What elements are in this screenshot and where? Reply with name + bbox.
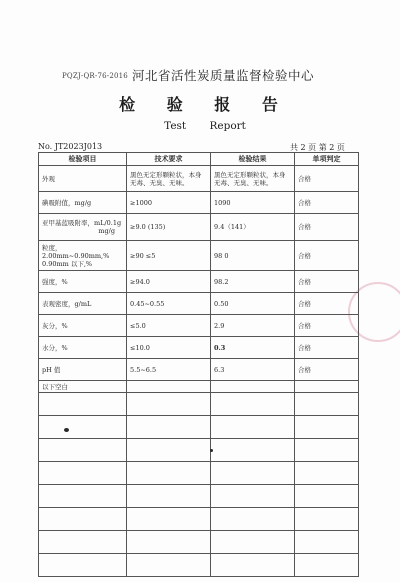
cell-item-main: 亚甲基蓝吸附率，mL/0.1g: [42, 219, 122, 227]
cell-requirement: ≤5.0: [127, 315, 211, 337]
cell-item: 强度，%: [39, 271, 127, 293]
cell-item-main: 粒度，: [42, 243, 62, 252]
cell-item: 水分，%: [39, 337, 127, 359]
cell-item: [39, 241, 127, 271]
cell-requirement: 黑色无定形颗粒状，本身无毒、无臭、无味。: [127, 166, 211, 192]
cell-item-unit: mg/g: [98, 227, 115, 235]
cell-requirement: ≥9.0 (135): [127, 214, 211, 241]
table-row-empty: [39, 554, 359, 577]
cell-verdict: [295, 381, 359, 393]
cell-result: 0.3: [211, 337, 295, 359]
document-code: PQZJ-QR-76-2016: [62, 72, 128, 80]
cell-verdict: 合格: [295, 166, 359, 192]
ink-mark: [64, 428, 69, 432]
cell-requirement: ≥90 ≤5: [127, 241, 211, 271]
cell-result: 0.50: [211, 293, 295, 315]
cell-requirement: [127, 381, 211, 393]
cell-item: 外观: [39, 166, 127, 192]
table-row-empty: [39, 416, 359, 439]
header-verdict: 单项判定: [295, 153, 359, 166]
cell-verdict: 合格: [295, 192, 359, 214]
cell-result: 6.3: [211, 359, 295, 381]
table-row: [39, 337, 359, 359]
cell-result: 9.4（141）: [211, 214, 295, 241]
cell-requirement: ≤10.0: [127, 337, 211, 359]
cell-verdict: 合格: [295, 214, 359, 241]
cell-result: 2.9: [211, 315, 295, 337]
cell-result: 1090: [211, 192, 295, 214]
cell-verdict: 合格: [295, 337, 359, 359]
table-row: [39, 359, 359, 381]
header-test-item: 检验项目: [39, 153, 127, 166]
cell-verdict: 合格: [295, 271, 359, 293]
report-title-chinese: 检 验 报 告: [119, 95, 291, 114]
table-row: [39, 192, 359, 214]
table-row: [39, 241, 359, 271]
report-number: No. JT2023J013: [38, 142, 103, 151]
cell-verdict: 合格: [295, 315, 359, 337]
cell-item: 碘吸附值，mg/g: [39, 192, 127, 214]
cell-item: [39, 214, 127, 241]
cell-verdict: 合格: [295, 293, 359, 315]
cell-item-detail: 2.00mm~0.90mm,% 0.90mm 以下,%: [42, 251, 110, 268]
cell-item: 以下空白: [39, 381, 127, 393]
cell-requirement: ≥1000: [127, 192, 211, 214]
table-row: [39, 214, 359, 241]
cell-item: pH 值: [39, 359, 127, 381]
report-title-english: Test Report: [164, 120, 246, 132]
table-row: [39, 271, 359, 293]
table-row: [39, 293, 359, 315]
table-row-empty: [39, 485, 359, 508]
organization-name: 河北省活性炭质量监督检验中心: [132, 68, 315, 83]
cell-requirement: 5.5~6.5: [127, 359, 211, 381]
table-row-empty: [39, 393, 359, 416]
cell-result: 黑色无定形颗粒状，本身无毒、无臭、无味。: [211, 166, 295, 192]
table-row: [39, 166, 359, 192]
cell-requirement: 0.45~0.55: [127, 293, 211, 315]
table-row-empty: [39, 531, 359, 554]
table-header-row: [39, 153, 359, 166]
cell-item: 表观密度，g/mL: [39, 293, 127, 315]
cell-verdict: 合格: [295, 241, 359, 271]
cell-item: 灰分，%: [39, 315, 127, 337]
cell-result: [211, 381, 295, 393]
cell-requirement: ≥94.0: [127, 271, 211, 293]
ink-mark: [210, 449, 213, 452]
cell-result: 98.2: [211, 271, 295, 293]
table-row: [39, 315, 359, 337]
page-info: 共 2 页 第 2 页: [290, 143, 345, 152]
table-row-empty: [39, 439, 359, 462]
cell-verdict: 合格: [295, 359, 359, 381]
table-row-empty: [39, 462, 359, 485]
table-row-empty: [39, 508, 359, 531]
table-row: [39, 381, 359, 393]
results-table: [38, 152, 359, 577]
header-requirement: 技术要求: [127, 153, 211, 166]
header-result: 检验结果: [211, 153, 295, 166]
cell-result: 98 0: [211, 241, 295, 271]
